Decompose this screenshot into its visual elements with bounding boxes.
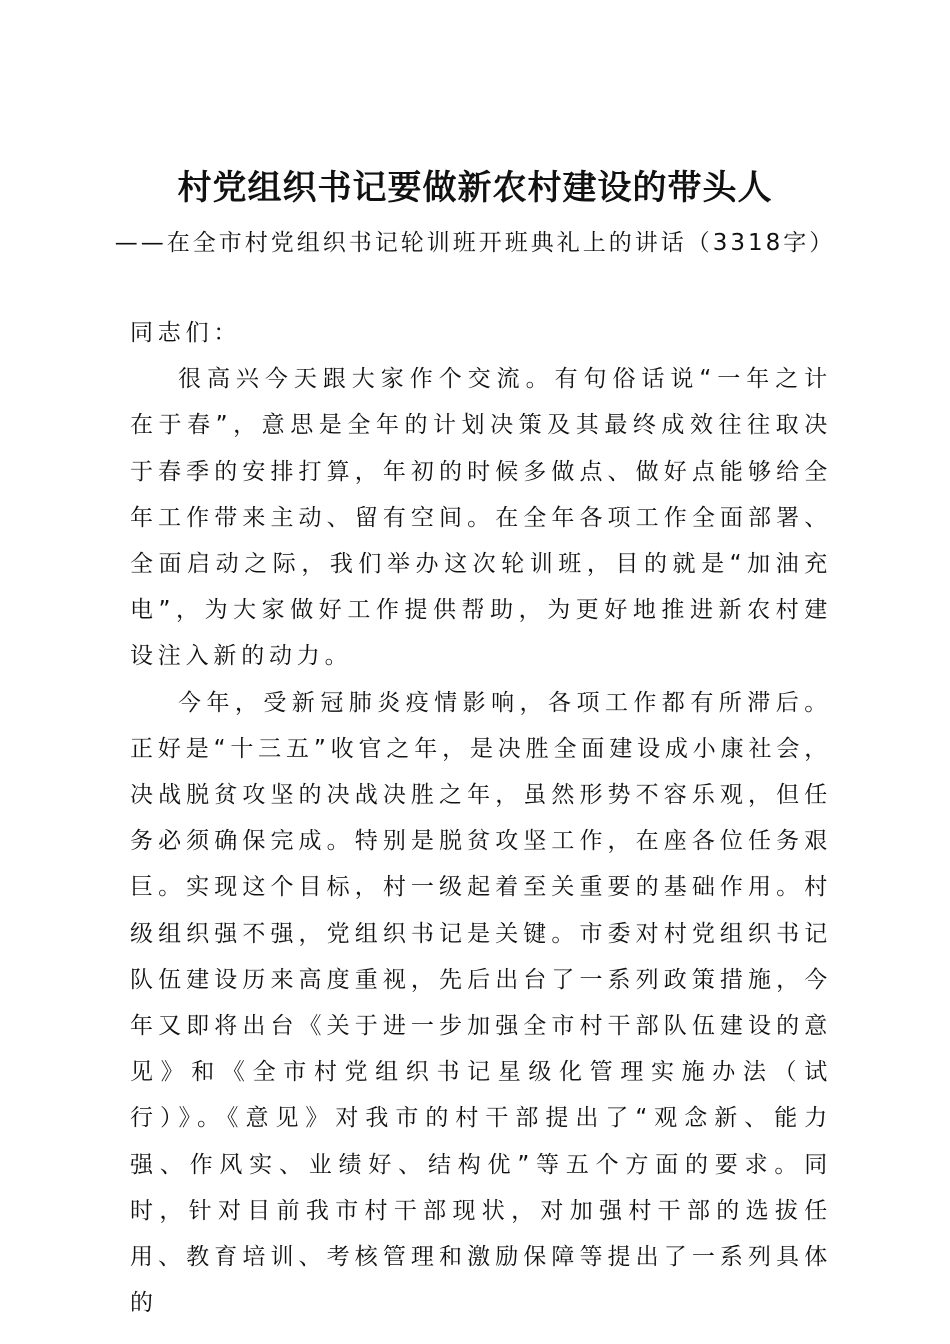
document-body [130,310,832,1326]
paragraph-1: 很高兴今天跟大家作个交流。有句俗话说“一年之计在于春”，意思是全年的计划决策及其最终成效往往取决于春季的安排打算，年初的时候多做点、做好点能够给全年工作带来主动、留有空间。在全年各项工作全面部署、全面启动之际，我们举办这次轮训班，目的就是“加油充电”，为大家做好工作提供帮助，为更好地推进新农村建设注入新的动力。 [130,366,832,670]
document-title: 村党组织书记要做新农村建设的带头人 [177,168,773,208]
document-subtitle: ——在全市村党组织书记轮训班开班典礼上的讲话（3318字） [114,230,836,256]
paragraph-2: 今年，受新冠肺炎疫情影响，各项工作都有所滞后。正好是“十三五”收官之年，是决胜全面建设成小康社会，决战脱贫攻坚的决战决胜之年，虽然形势不容乐观，但任务必须确保完成。特别是脱贫攻坚工作，在座各位任务艰巨。实现这个目标，村一级起着至关重要的基础作用。村级组织强不强，党组织书记是关键。市委对村党组织书记队伍建设历来高度重视，先后出台了一系列政策措施，今年又即将出台《关于进一步加强全市村干部队伍建设的意见》和《全市村党组织书记星级化管理实施办法（试行）》。《意见》对我市的村干部提出了“观念新、能力强、作风实、业绩好、结构优”等五个方面的要求。同时，针对目前我市村干部现状，对加强村干部的选拔任用、教育培训、考核管理和激励保障等提出了一系列具体的 [130,689,832,1317]
salutation: 同志们： [130,320,242,346]
